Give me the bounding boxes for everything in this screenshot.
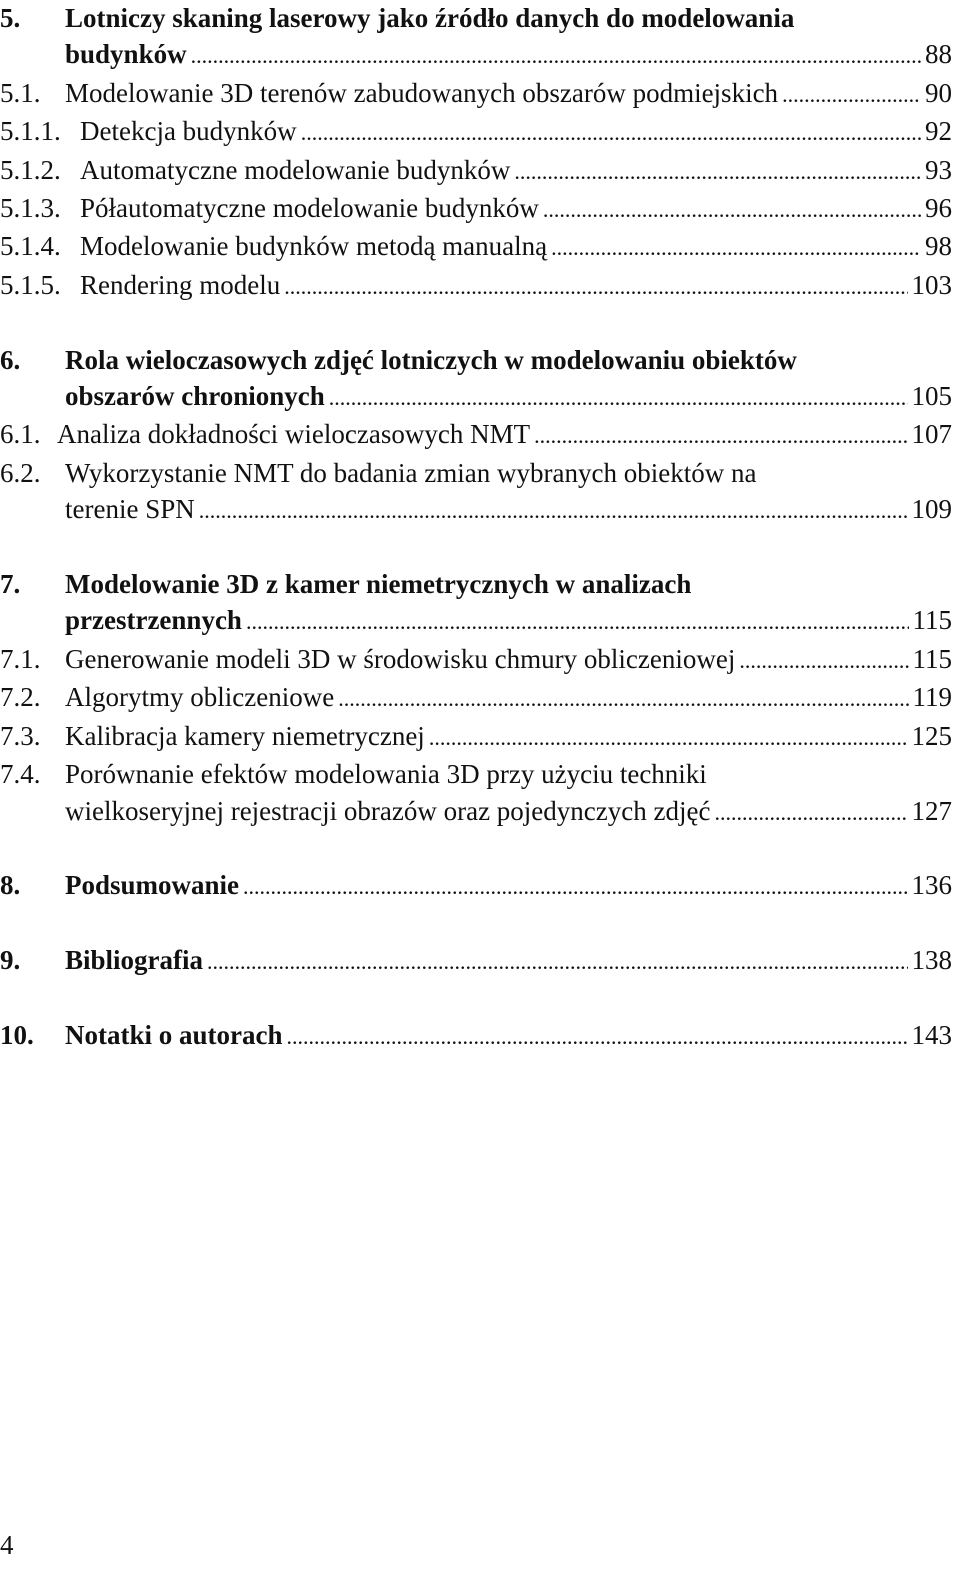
- toc-entry-title: Bibliografia: [65, 945, 204, 976]
- toc-entry[interactable]: [0, 113, 952, 151]
- toc-entry-title: Modelowanie budynków metodą manualną: [80, 231, 548, 262]
- dot-leader: [782, 77, 921, 113]
- toc-entry-number: 5.1.2.: [0, 154, 61, 185]
- toc-entry-number: 7.3.: [0, 720, 41, 751]
- toc-entry[interactable]: [0, 1017, 952, 1055]
- toc-entry[interactable]: [0, 190, 952, 228]
- toc-entry[interactable]: [0, 566, 952, 641]
- toc-entry[interactable]: [0, 718, 952, 756]
- toc-entry-page: 138: [911, 945, 952, 976]
- toc-entry-number: 6.: [0, 344, 21, 375]
- dot-leader: [246, 604, 909, 640]
- toc-entry-number: 5.1.3.: [0, 193, 61, 224]
- toc-entry-number: 6.1.: [0, 419, 41, 450]
- toc-entry-title: Rola wieloczasowych zdjęć lotniczych w modelowaniu obiektów: [65, 344, 797, 375]
- toc-entry-title: Kalibracja kamery niemetrycznej: [65, 720, 425, 751]
- toc-entry-page: 96: [925, 193, 952, 224]
- dot-leader: [191, 38, 921, 74]
- toc-entry-number: 6.2.: [0, 457, 41, 488]
- toc-entry[interactable]: [0, 267, 952, 305]
- toc-entry[interactable]: [0, 75, 952, 113]
- toc-entry-page: 92: [925, 116, 952, 147]
- dot-leader: [243, 869, 907, 905]
- toc-entry-page: 125: [911, 720, 952, 751]
- dot-leader: [287, 1019, 908, 1055]
- toc-entry[interactable]: [0, 641, 952, 679]
- toc-entry-title: Detekcja budynków: [80, 116, 297, 147]
- dot-leader: [714, 795, 907, 831]
- dot-leader: [329, 380, 908, 416]
- toc-entry-page: 103: [911, 269, 952, 300]
- toc-entry-page: 90: [925, 77, 952, 108]
- toc-entry-number: 7.1.: [0, 643, 41, 674]
- dot-leader: [199, 493, 908, 529]
- dot-leader: [429, 720, 908, 756]
- toc-entry-page: 98: [925, 231, 952, 262]
- toc-entry[interactable]: [0, 416, 952, 454]
- toc-entry-title: wielkoseryjnej rejestracji obrazów oraz pojedynczych zdjęć: [65, 795, 711, 826]
- toc-entry-number: 7.4.: [0, 759, 41, 790]
- toc-entry-page: 127: [911, 795, 952, 826]
- toc-entry-number: 5.1.4.: [0, 231, 61, 262]
- page-number: 4: [0, 1530, 14, 1560]
- toc-entry-title: Modelowanie 3D terenów zabudowanych obszarów podmiejskich: [65, 77, 779, 108]
- toc-entry-title: Wykorzystanie NMT do badania zmian wybranych obiektów na: [65, 457, 757, 488]
- toc-entry[interactable]: [0, 455, 952, 530]
- toc-entry-page: 93: [925, 154, 952, 185]
- toc-entry[interactable]: [0, 0, 952, 75]
- toc-entry[interactable]: [0, 152, 952, 190]
- toc-entry-page: 107: [911, 419, 952, 450]
- toc-entry-title: Algorytmy obliczeniowe: [65, 682, 335, 713]
- toc-entry-title: terenie SPN: [65, 494, 195, 525]
- toc-entry-page: 88: [925, 39, 952, 70]
- dot-leader: [534, 418, 907, 454]
- toc-entry-page: 136: [911, 870, 952, 901]
- dot-leader: [338, 681, 908, 717]
- dot-leader: [207, 944, 907, 980]
- dot-leader: [543, 192, 921, 228]
- toc-entry-title: Porównanie efektów modelowania 3D przy użyciu techniki: [65, 759, 707, 790]
- toc-entry-number: 10.: [0, 1019, 34, 1050]
- dot-leader: [301, 115, 921, 151]
- toc-entry-number: 9.: [0, 945, 21, 976]
- toc-entry-title: Analiza dokładności wieloczasowych NMT: [57, 419, 531, 450]
- toc-entry-number: 7.: [0, 569, 21, 600]
- toc-entry-title: Notatki o autorach: [65, 1019, 283, 1050]
- dot-leader: [551, 230, 921, 266]
- toc-entry-number: 5.1.1.: [0, 116, 61, 147]
- toc-entry-number: 7.2.: [0, 682, 41, 713]
- toc-entry-title: Generowanie modeli 3D w środowisku chmury obliczeniowej: [65, 643, 736, 674]
- toc-entry[interactable]: [0, 228, 952, 266]
- toc-entry-title: przestrzennych: [65, 605, 242, 636]
- toc-entry[interactable]: [0, 867, 952, 905]
- toc-entry-title: Podsumowanie: [65, 870, 240, 901]
- toc-entry[interactable]: [0, 942, 952, 980]
- toc-entry-page: 143: [911, 1019, 952, 1050]
- toc-entry-page: 105: [911, 381, 952, 412]
- toc-entry-page: 115: [912, 605, 952, 636]
- dot-leader: [284, 269, 907, 305]
- toc-entry[interactable]: [0, 342, 952, 417]
- toc-entry[interactable]: [0, 679, 952, 717]
- toc-entry-title: Automatyczne modelowanie budynków: [80, 154, 511, 185]
- toc-entry-page: 115: [912, 643, 952, 674]
- dot-leader: [514, 154, 921, 190]
- toc-entry-number: 8.: [0, 870, 21, 901]
- toc-entry-page: 109: [911, 494, 952, 525]
- toc-entry-number: 5.1.: [0, 77, 41, 108]
- toc-entry-title: obszarów chronionych: [65, 381, 325, 412]
- toc-entry-title: budynków: [65, 39, 187, 70]
- toc-entry[interactable]: [0, 756, 952, 831]
- toc-entry-number: 5.: [0, 3, 21, 33]
- toc-entry-title: Modelowanie 3D z kamer niemetrycznych w analizach: [65, 569, 692, 600]
- toc-entry-number: 5.1.5.: [0, 269, 61, 300]
- toc-entry-title: Rendering modelu: [80, 269, 281, 300]
- toc-entry-page: 119: [912, 682, 952, 713]
- toc-entry-title: Półautomatyczne modelowanie budynków: [80, 193, 539, 224]
- dot-leader: [739, 643, 908, 679]
- toc-entry-title: Lotniczy skaning laserowy jako źródło danych do modelowania: [65, 3, 795, 33]
